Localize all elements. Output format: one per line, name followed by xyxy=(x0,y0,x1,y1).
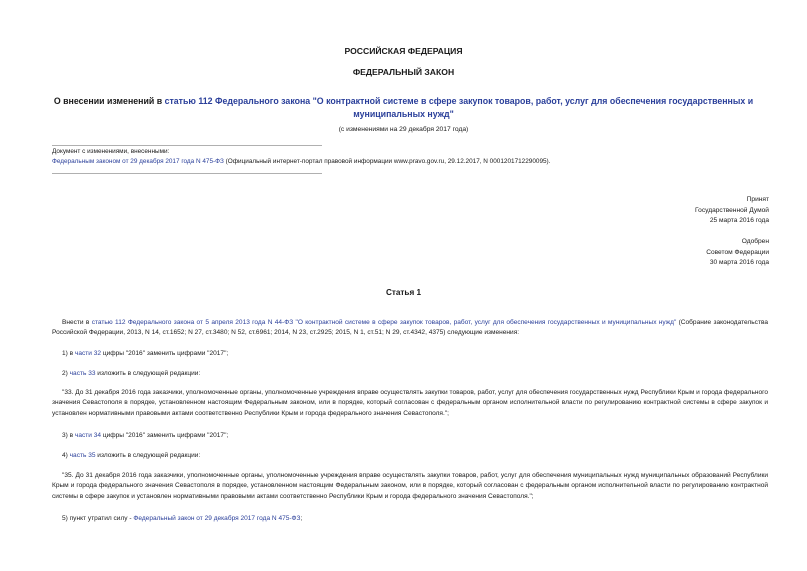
amendment-law-link[interactable]: Федеральным законом от 29 декабря 2017 года N 475-ФЗ xyxy=(52,158,224,165)
document-type-heading: ФЕДЕРАЛЬНЫЙ ЗАКОН xyxy=(352,67,455,77)
item-3 xyxy=(52,431,768,441)
amendment-source: (Официальный интернет-портал правовой информации www.pravo.gov.ru, 29.12.2017, N 0001201712290095). xyxy=(223,158,551,165)
intro-law-link[interactable]: статью 112 Федерального закона от 5 апреля 2013 года N 44-ФЗ "О контрактной системе в сфере закупок товаров, работ, услуг для обеспечения государственных и муниципальных нужд" xyxy=(91,319,677,326)
quote-35: "35. До 31 декабря 2016 года заказчики, уполномоченные органы, уполномоченные учреждения вправе осуществлять закупки товаров, работ, услуг для обеспечения муниципальных нужд муниципальных образований Республики Крым и города федерального значения Севастополя в порядке, установленном настоящим Федеральным законом, или в порядке, который согласован с федеральным органом исполнительной власти по регулированию контрактной системы в сфере закупок и установлен нормативными правовыми актами соответственно Республики Крым и города федерального значения Севастополя."; xyxy=(52,472,768,500)
divider-top xyxy=(52,145,322,146)
item5-pre: 5) пункт утратил силу - xyxy=(62,515,134,522)
item3-post: цифры "2016" заменить цифрами "2017"; xyxy=(101,432,229,439)
approved-block xyxy=(706,237,769,269)
country-heading: РОССИЙСКАЯ ФЕДЕРАЦИЯ xyxy=(344,46,463,56)
item-1 xyxy=(52,349,768,359)
adopted-line1: Принят xyxy=(746,196,769,203)
item3-pre: 3) в xyxy=(62,432,75,439)
title-link[interactable]: статью 112 Федерального закона "О контрактной системе в сфере закупок товаров, работ, услуг для обеспечения государственных и муниципальных нужд" xyxy=(164,96,754,119)
approved-line1: Одобрен xyxy=(741,238,769,245)
divider-bottom xyxy=(52,173,322,174)
item1-link[interactable]: части 32 xyxy=(74,350,102,357)
item4-link[interactable]: часть 35 xyxy=(69,452,96,459)
item-4 xyxy=(52,451,768,461)
document-title xyxy=(40,95,767,121)
item-2 xyxy=(52,369,768,379)
intro-post: (Собрание законодательства Российской Федерации, 2013, N 14, ст.1652; N 27, ст.3480; N 52, ст.6961; 2014, N 23, ст.2925; 2015, N 1, ст.51; N 29, ст.4342, 4375) следующие изменения: xyxy=(52,319,769,337)
item-5 xyxy=(52,514,768,524)
amendments-label: Документ с изменениями, внесенными: xyxy=(52,148,170,155)
item1-pre: 1) в xyxy=(62,350,75,357)
adopted-block xyxy=(695,195,769,227)
article-heading: Статья 1 xyxy=(385,288,422,297)
item5-link[interactable]: Федеральный закон от 29 декабря 2017 года N 475-ФЗ xyxy=(133,515,301,522)
item1-post: цифры "2016" заменить цифрами "2017"; xyxy=(101,350,229,357)
amendments-note xyxy=(52,147,772,167)
article-intro xyxy=(52,318,768,339)
approved-line2: Советом Федерации xyxy=(706,248,769,256)
item2-pre: 2) xyxy=(62,370,70,377)
item3-link[interactable]: части 34 xyxy=(74,432,102,439)
adopted-line2: Государственной Думой xyxy=(695,206,769,214)
item2-post: изложить в следующей редакции: xyxy=(95,370,201,377)
adopted-date: 25 марта 2016 года xyxy=(709,217,769,224)
item4-post: изложить в следующей редакции: xyxy=(95,452,201,459)
item5-post: ; xyxy=(300,515,303,522)
intro-pre: Внести в xyxy=(62,319,92,326)
changes-note: (с изменениями на 29 декабря 2017 года) xyxy=(338,126,469,133)
title-prefix: О внесении изменений в xyxy=(53,96,165,106)
item4-pre: 4) xyxy=(62,452,70,459)
approved-date: 30 марта 2016 года xyxy=(709,259,769,266)
item2-link[interactable]: часть 33 xyxy=(69,370,96,377)
quote-33: "33. До 31 декабря 2016 года заказчики, уполномоченные органы, уполномоченные учреждения вправе осуществлять закупки товаров, работ, услуг для обеспечения государственных нужд Республики Крым и города федерального значения Севастополя в порядке, установленном настоящим Федеральным законом, или в порядке, который согласован с федеральным органом исполнительной власти по регулированию контрактной системы в сфере закупок и установлен нормативными правовыми актами соответственно Республики Крым и города федерального значения Севастополя."; xyxy=(52,389,768,417)
